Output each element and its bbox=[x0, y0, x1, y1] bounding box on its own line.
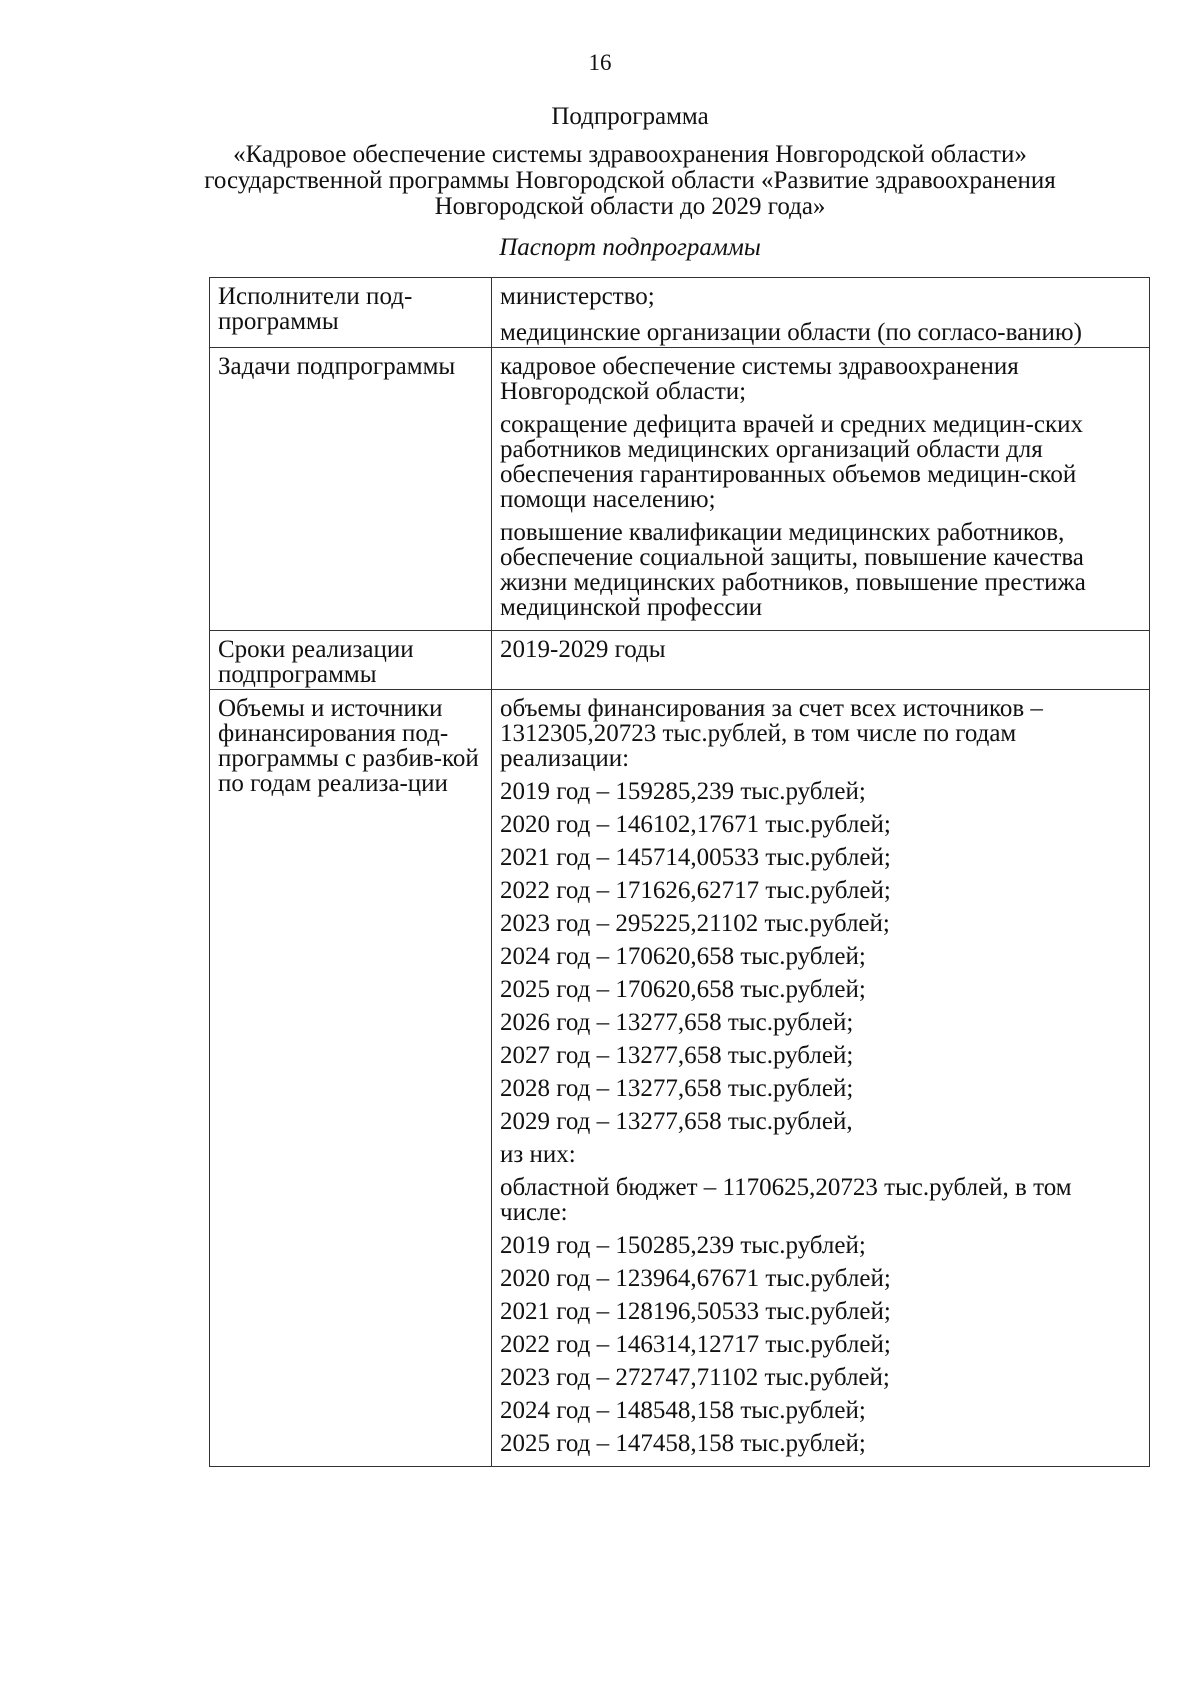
subprogram-heading: Подпрограмма bbox=[551, 103, 709, 130]
subprogram-title: «Кадровое обеспечение системы здравоохранения Новгородской области» государственной программы Новгородской области «Развитие здравоохранения Новгородской области до 2029 года» bbox=[204, 141, 1056, 220]
value-item: 2023 год – 295225,21102 тыс.рублей; bbox=[500, 910, 890, 937]
passport-table bbox=[209, 277, 1150, 1467]
value-item: 2025 год – 170620,658 тыс.рублей; bbox=[500, 976, 866, 1003]
row-label: Исполнители под-программы bbox=[210, 278, 492, 348]
table-row bbox=[210, 278, 1150, 348]
value-item: 2019 год – 159285,239 тыс.рублей; bbox=[500, 778, 866, 805]
value-item: 2020 год – 146102,17671 тыс.рублей; bbox=[500, 811, 891, 838]
value-item: 2026 год – 13277,658 тыс.рублей; bbox=[500, 1009, 854, 1036]
row-label: Объемы и источники финансирования под-программы с разбив-кой по годам реализа-ции bbox=[210, 690, 492, 1467]
table-row bbox=[210, 631, 1150, 690]
value-item: 2029 год – 13277,658 тыс.рублей, bbox=[500, 1108, 853, 1135]
value-item: 2024 год – 170620,658 тыс.рублей; bbox=[500, 943, 866, 970]
value-item: повышение квалификации медицинских работников, обеспечение социальной защиты, повышение качества жизни медицинских работников, повышение престижа медицинской профессии bbox=[500, 519, 1086, 621]
table-row bbox=[210, 348, 1150, 631]
value-item: министерство; bbox=[500, 283, 655, 310]
page-number: 16 bbox=[588, 50, 612, 75]
row-values bbox=[492, 631, 1150, 690]
row-values bbox=[492, 348, 1150, 631]
value-item: 2023 год – 272747,71102 тыс.рублей; bbox=[500, 1364, 890, 1391]
value-item: 2022 год – 171626,62717 тыс.рублей; bbox=[500, 877, 891, 904]
value-item: областной бюджет – 1170625,20723 тыс.рублей, в том числе: bbox=[500, 1174, 1072, 1226]
value-item: сокращение дефицита врачей и средних медицин-ских работников медицинских организаций области для обеспечения гарантированных объемов медицин-ской помощи населению; bbox=[500, 411, 1084, 513]
value-item: 2022 год – 146314,12717 тыс.рублей; bbox=[500, 1331, 891, 1358]
value-item: 2019-2029 годы bbox=[500, 636, 666, 663]
value-item: объемы финансирования за счет всех источников – 1312305,20723 тыс.рублей, в том числе по годам реализации: bbox=[500, 695, 1043, 772]
value-item: медицинские организации области (по согласо-ванию) bbox=[500, 319, 1082, 346]
table-row bbox=[210, 690, 1150, 1467]
value-item: 2021 год – 128196,50533 тыс.рублей; bbox=[500, 1298, 891, 1325]
value-item: 2024 год – 148548,158 тыс.рублей; bbox=[500, 1397, 866, 1424]
row-values bbox=[492, 690, 1150, 1467]
row-label: Задачи подпрограммы bbox=[210, 348, 492, 631]
value-item: 2020 год – 123964,67671 тыс.рублей; bbox=[500, 1265, 891, 1292]
value-item: из них: bbox=[500, 1141, 576, 1168]
value-item: 2025 год – 147458,158 тыс.рублей; bbox=[500, 1430, 866, 1457]
passport-heading: Паспорт подпрограммы bbox=[499, 234, 761, 261]
row-label: Сроки реализации подпрограммы bbox=[210, 631, 492, 690]
row-values bbox=[492, 278, 1150, 348]
value-item: 2027 год – 13277,658 тыс.рублей; bbox=[500, 1042, 854, 1069]
value-item: кадровое обеспечение системы здравоохранения Новгородской области; bbox=[500, 353, 1019, 405]
value-item: 2021 год – 145714,00533 тыс.рублей; bbox=[500, 844, 891, 871]
value-item: 2028 год – 13277,658 тыс.рублей; bbox=[500, 1075, 854, 1102]
value-item: 2019 год – 150285,239 тыс.рублей; bbox=[500, 1232, 866, 1259]
